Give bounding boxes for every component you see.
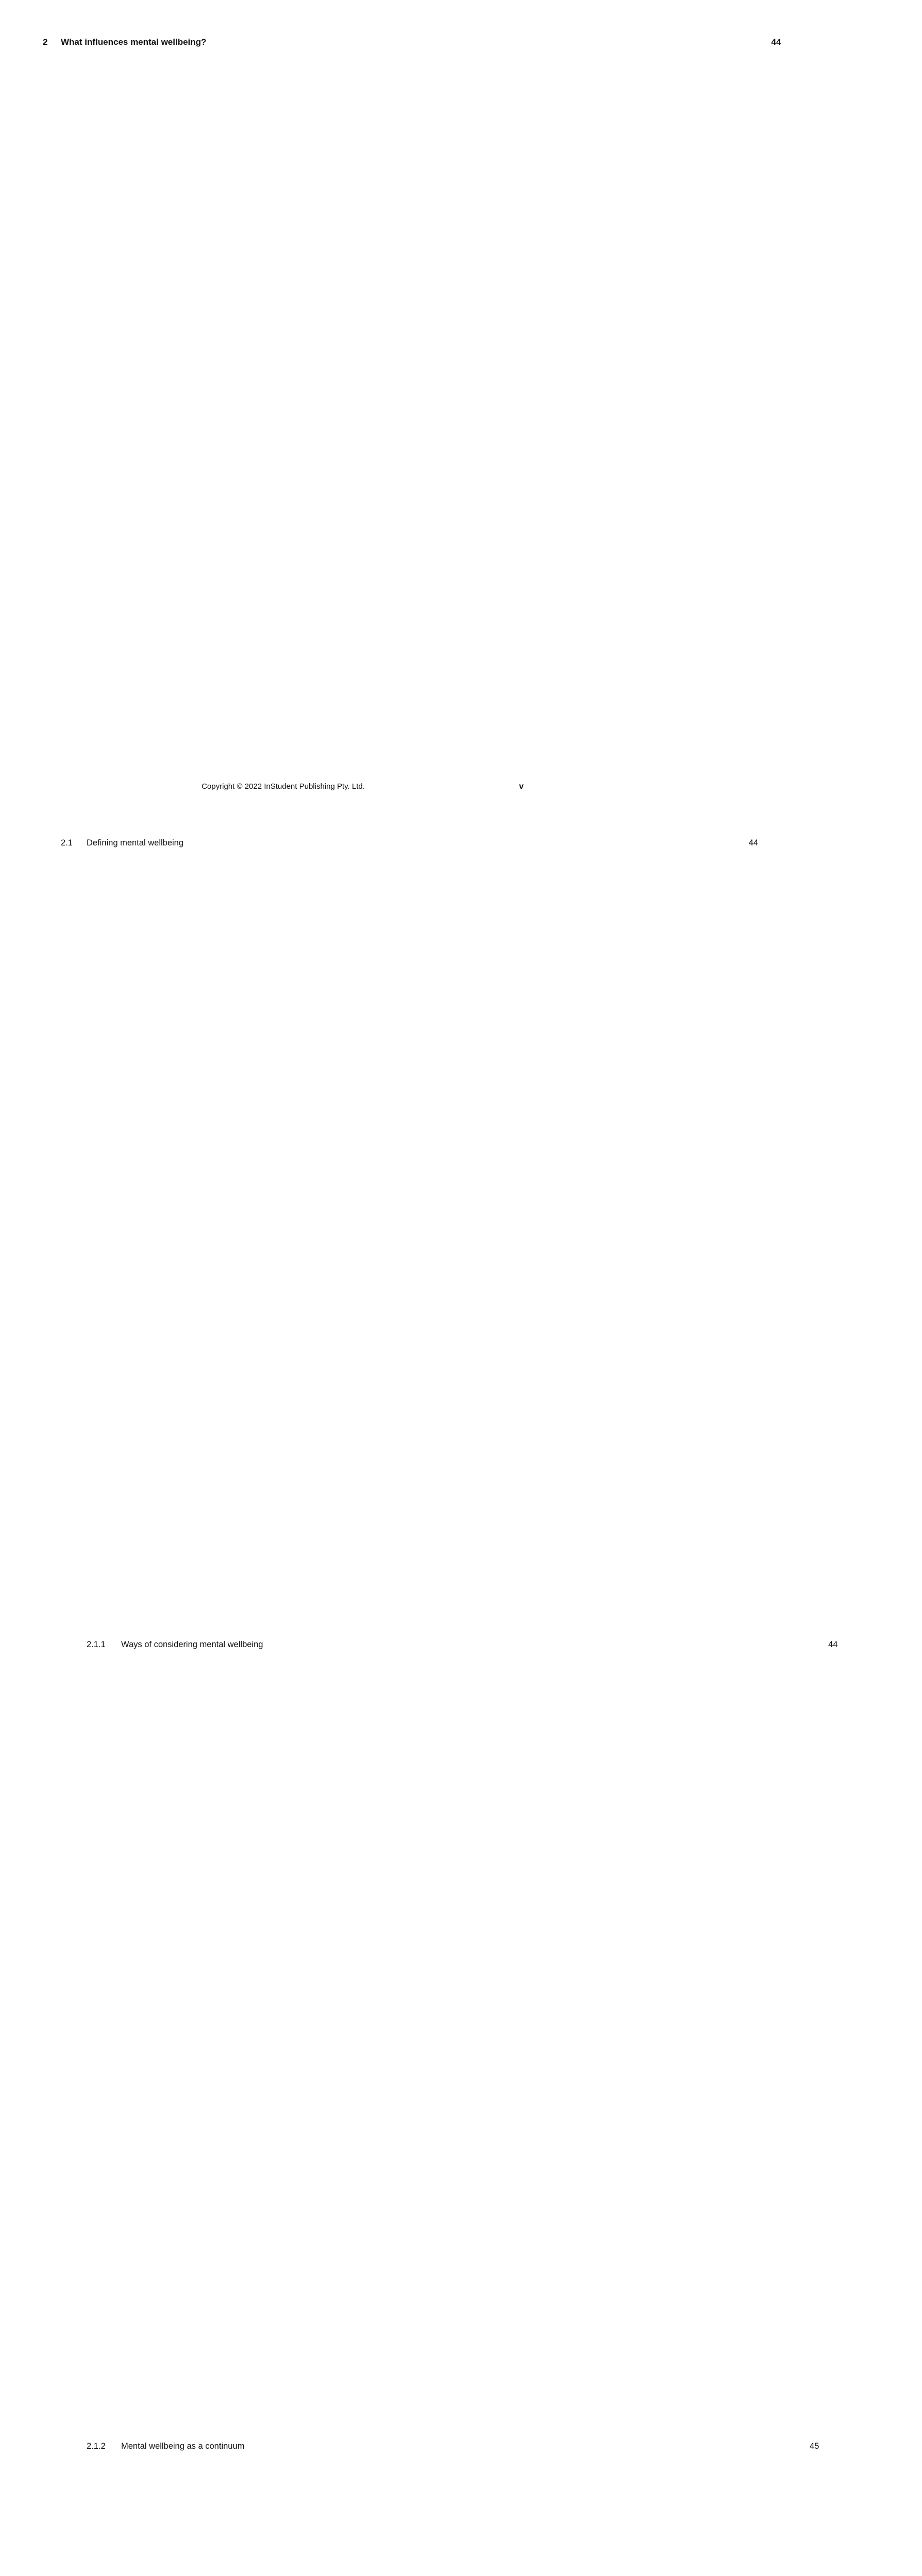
entry-page-number: 45: [252, 2439, 819, 2576]
entry-label: Mental wellbeing as a continuum: [121, 2442, 245, 2451]
entry-number: 2.1: [61, 838, 73, 848]
entry-number: 2.1.2: [87, 2442, 106, 2451]
page-number-label: v: [519, 782, 524, 791]
toc-entry-2.1.2: [43, 2439, 819, 2576]
entry-page-number: 44: [271, 1638, 837, 2439]
toc-entry-2: [43, 35, 781, 836]
toc-entry-2.1: [43, 836, 759, 1638]
entry-page-number: 44: [191, 836, 758, 1638]
page-footer: [43, 781, 524, 792]
entry-label: Ways of considering mental wellbeing: [121, 1640, 263, 1649]
table-of-contents: [43, 33, 838, 2576]
toc-entry-2.1.1: [43, 1638, 838, 2439]
entry-number: 2: [43, 37, 48, 47]
entry-label: Defining mental wellbeing: [87, 838, 184, 848]
toc-entries: [43, 35, 838, 2576]
entry-number: 2.1.1: [87, 1640, 106, 1649]
entry-label: What influences mental wellbeing?: [61, 37, 207, 47]
copyright-text: Copyright © 2022 InStudent Publishing Pty. Ltd.: [202, 782, 365, 791]
entry-page-number: 44: [214, 35, 781, 836]
